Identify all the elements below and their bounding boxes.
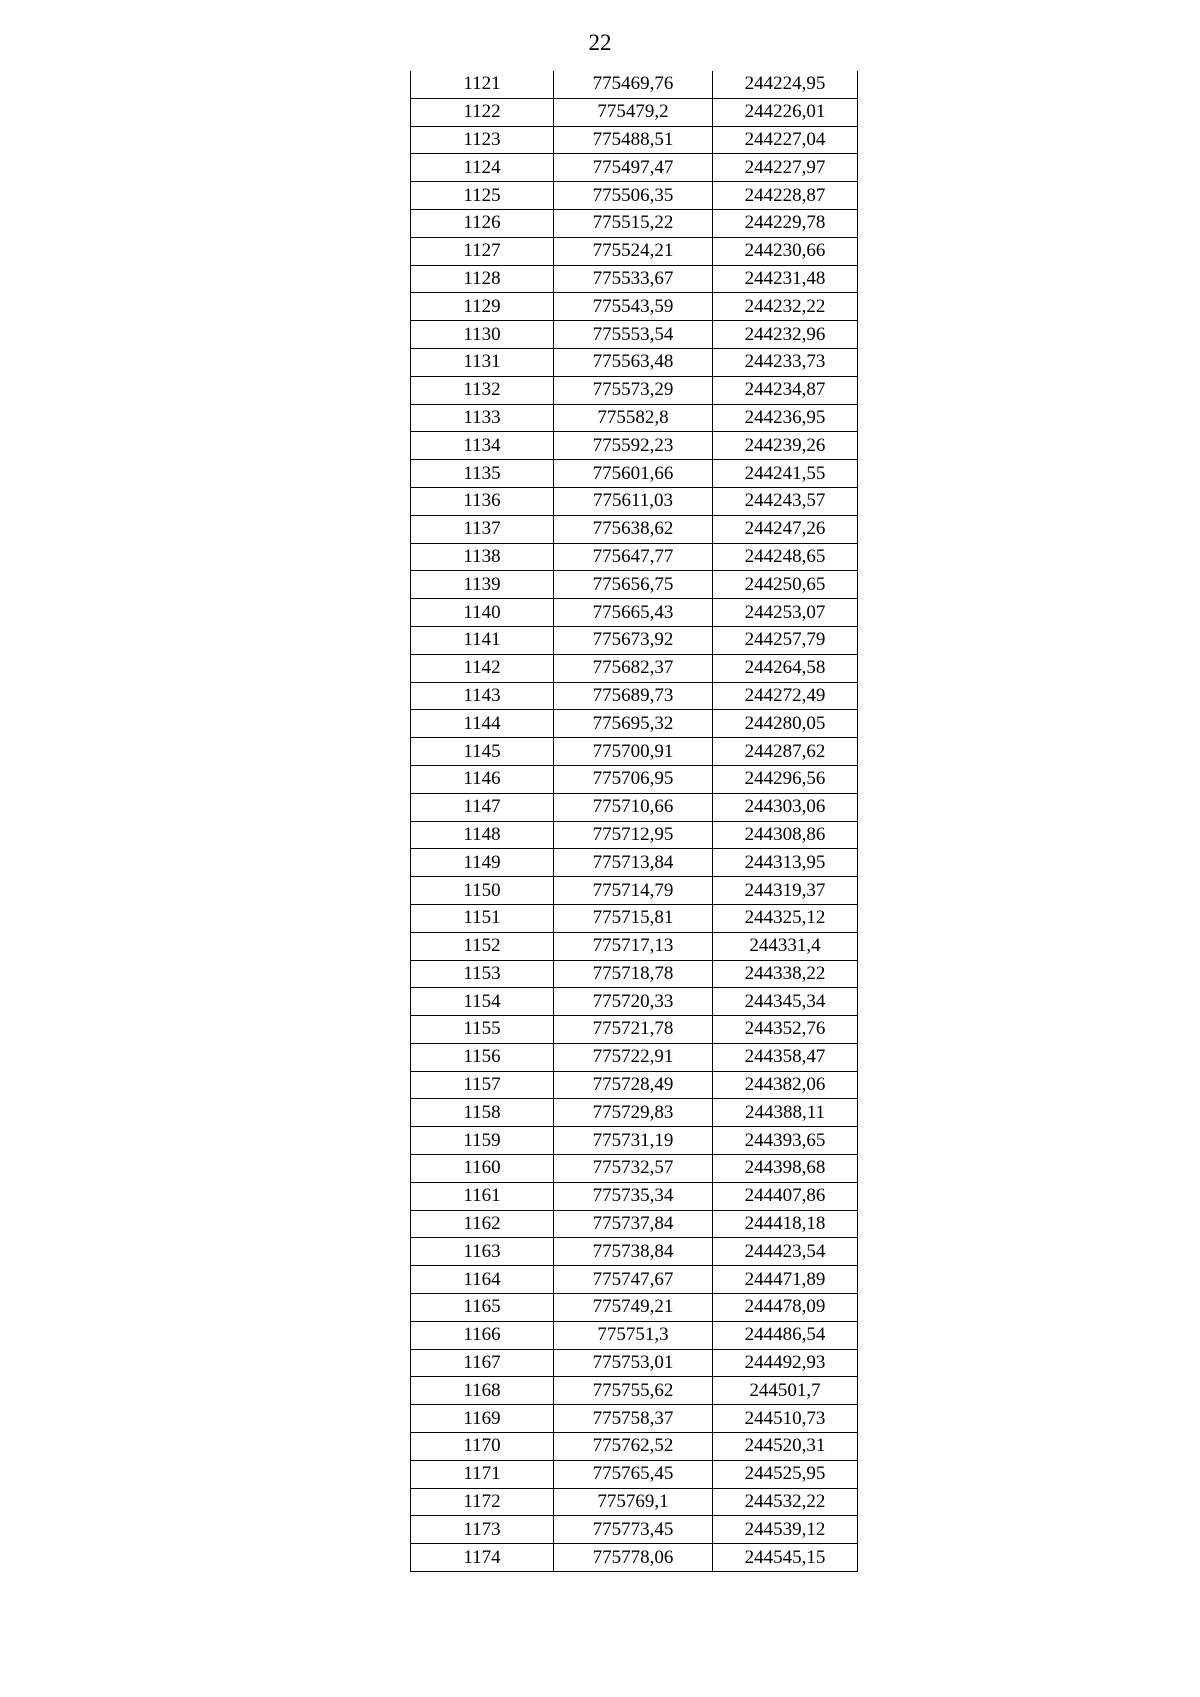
x-coordinate-cell: 775506,35 xyxy=(554,182,713,210)
y-coordinate-cell: 244407,86 xyxy=(713,1182,858,1210)
y-coordinate-cell: 244247,26 xyxy=(713,515,858,543)
point-number-cell: 1164 xyxy=(411,1266,554,1294)
x-coordinate-cell: 775682,37 xyxy=(554,654,713,682)
y-coordinate-cell: 244226,01 xyxy=(713,98,858,126)
y-coordinate-cell: 244257,79 xyxy=(713,626,858,654)
table-row xyxy=(411,1210,858,1238)
point-number-cell: 1146 xyxy=(411,765,554,793)
table-row xyxy=(411,126,858,154)
x-coordinate-cell: 775778,06 xyxy=(554,1544,713,1572)
x-coordinate-cell: 775762,52 xyxy=(554,1433,713,1461)
x-coordinate-cell: 775673,92 xyxy=(554,626,713,654)
point-number-cell: 1153 xyxy=(411,960,554,988)
point-number-cell: 1160 xyxy=(411,1155,554,1183)
x-coordinate-cell: 775638,62 xyxy=(554,515,713,543)
table-row xyxy=(411,209,858,237)
point-number-cell: 1137 xyxy=(411,515,554,543)
table-row xyxy=(411,1460,858,1488)
point-number-cell: 1158 xyxy=(411,1099,554,1127)
table-row xyxy=(411,877,858,905)
y-coordinate-cell: 244241,55 xyxy=(713,460,858,488)
x-coordinate-cell: 775738,84 xyxy=(554,1238,713,1266)
x-coordinate-cell: 775710,66 xyxy=(554,793,713,821)
y-coordinate-cell: 244248,65 xyxy=(713,543,858,571)
y-coordinate-cell: 244492,93 xyxy=(713,1349,858,1377)
x-coordinate-cell: 775497,47 xyxy=(554,154,713,182)
point-number-cell: 1138 xyxy=(411,543,554,571)
point-number-cell: 1152 xyxy=(411,932,554,960)
table-row xyxy=(411,98,858,126)
x-coordinate-cell: 775706,95 xyxy=(554,765,713,793)
point-number-cell: 1130 xyxy=(411,321,554,349)
table-row xyxy=(411,1099,858,1127)
y-coordinate-cell: 244250,65 xyxy=(713,571,858,599)
table-row xyxy=(411,904,858,932)
point-number-cell: 1157 xyxy=(411,1071,554,1099)
table-row xyxy=(411,321,858,349)
table-row xyxy=(411,1016,858,1044)
table-row xyxy=(411,1488,858,1516)
point-number-cell: 1148 xyxy=(411,821,554,849)
point-number-cell: 1129 xyxy=(411,293,554,321)
x-coordinate-cell: 775728,49 xyxy=(554,1071,713,1099)
y-coordinate-cell: 244423,54 xyxy=(713,1238,858,1266)
x-coordinate-cell: 775731,19 xyxy=(554,1127,713,1155)
table-row xyxy=(411,265,858,293)
point-number-cell: 1134 xyxy=(411,432,554,460)
point-number-cell: 1149 xyxy=(411,849,554,877)
x-coordinate-cell: 775715,81 xyxy=(554,904,713,932)
point-number-cell: 1127 xyxy=(411,237,554,265)
table-row xyxy=(411,1516,858,1544)
x-coordinate-cell: 775714,79 xyxy=(554,877,713,905)
point-number-cell: 1121 xyxy=(411,71,554,98)
y-coordinate-cell: 244243,57 xyxy=(713,487,858,515)
y-coordinate-cell: 244532,22 xyxy=(713,1488,858,1516)
point-number-cell: 1162 xyxy=(411,1210,554,1238)
y-coordinate-cell: 244253,07 xyxy=(713,599,858,627)
point-number-cell: 1172 xyxy=(411,1488,554,1516)
x-coordinate-cell: 775488,51 xyxy=(554,126,713,154)
x-coordinate-cell: 775747,67 xyxy=(554,1266,713,1294)
x-coordinate-cell: 775573,29 xyxy=(554,376,713,404)
y-coordinate-cell: 244418,18 xyxy=(713,1210,858,1238)
point-number-cell: 1171 xyxy=(411,1460,554,1488)
table-row xyxy=(411,1238,858,1266)
point-number-cell: 1124 xyxy=(411,154,554,182)
y-coordinate-cell: 244539,12 xyxy=(713,1516,858,1544)
x-coordinate-cell: 775524,21 xyxy=(554,237,713,265)
table-row xyxy=(411,293,858,321)
x-coordinate-cell: 775755,62 xyxy=(554,1377,713,1405)
y-coordinate-cell: 244233,73 xyxy=(713,348,858,376)
y-coordinate-cell: 244331,4 xyxy=(713,932,858,960)
point-number-cell: 1128 xyxy=(411,265,554,293)
table-row xyxy=(411,571,858,599)
x-coordinate-cell: 775601,66 xyxy=(554,460,713,488)
y-coordinate-cell: 244227,97 xyxy=(713,154,858,182)
table-row xyxy=(411,626,858,654)
table-row xyxy=(411,154,858,182)
y-coordinate-cell: 244308,86 xyxy=(713,821,858,849)
x-coordinate-cell: 775665,43 xyxy=(554,599,713,627)
y-coordinate-cell: 244313,95 xyxy=(713,849,858,877)
x-coordinate-cell: 775563,48 xyxy=(554,348,713,376)
point-number-cell: 1163 xyxy=(411,1238,554,1266)
page-number: 22 xyxy=(588,30,612,55)
y-coordinate-cell: 244525,95 xyxy=(713,1460,858,1488)
x-coordinate-cell: 775543,59 xyxy=(554,293,713,321)
x-coordinate-cell: 775656,75 xyxy=(554,571,713,599)
point-number-cell: 1156 xyxy=(411,1043,554,1071)
x-coordinate-cell: 775720,33 xyxy=(554,988,713,1016)
x-coordinate-cell: 775718,78 xyxy=(554,960,713,988)
table-row xyxy=(411,348,858,376)
point-number-cell: 1167 xyxy=(411,1349,554,1377)
y-coordinate-cell: 244303,06 xyxy=(713,793,858,821)
table-row xyxy=(411,682,858,710)
x-coordinate-cell: 775592,23 xyxy=(554,432,713,460)
point-number-cell: 1123 xyxy=(411,126,554,154)
table-row xyxy=(411,1544,858,1572)
table-row xyxy=(411,487,858,515)
y-coordinate-cell: 244272,49 xyxy=(713,682,858,710)
y-coordinate-cell: 244228,87 xyxy=(713,182,858,210)
y-coordinate-cell: 244501,7 xyxy=(713,1377,858,1405)
table-row xyxy=(411,793,858,821)
x-coordinate-cell: 775758,37 xyxy=(554,1405,713,1433)
y-coordinate-cell: 244234,87 xyxy=(713,376,858,404)
point-number-cell: 1136 xyxy=(411,487,554,515)
y-coordinate-cell: 244510,73 xyxy=(713,1405,858,1433)
x-coordinate-cell: 775721,78 xyxy=(554,1016,713,1044)
coordinates-table xyxy=(410,71,858,1572)
table-row xyxy=(411,1266,858,1294)
table-row xyxy=(411,765,858,793)
table-row xyxy=(411,376,858,404)
table-row xyxy=(411,1182,858,1210)
x-coordinate-cell: 775773,45 xyxy=(554,1516,713,1544)
y-coordinate-cell: 244352,76 xyxy=(713,1016,858,1044)
table-row xyxy=(411,1405,858,1433)
x-coordinate-cell: 775689,73 xyxy=(554,682,713,710)
point-number-cell: 1147 xyxy=(411,793,554,821)
point-number-cell: 1133 xyxy=(411,404,554,432)
y-coordinate-cell: 244239,26 xyxy=(713,432,858,460)
y-coordinate-cell: 244388,11 xyxy=(713,1099,858,1127)
point-number-cell: 1126 xyxy=(411,209,554,237)
table-row xyxy=(411,599,858,627)
y-coordinate-cell: 244232,96 xyxy=(713,321,858,349)
table-row xyxy=(411,515,858,543)
point-number-cell: 1142 xyxy=(411,654,554,682)
x-coordinate-cell: 775751,3 xyxy=(554,1321,713,1349)
table-row xyxy=(411,849,858,877)
table-row xyxy=(411,1071,858,1099)
point-number-cell: 1135 xyxy=(411,460,554,488)
y-coordinate-cell: 244345,34 xyxy=(713,988,858,1016)
y-coordinate-cell: 244280,05 xyxy=(713,710,858,738)
point-number-cell: 1155 xyxy=(411,1016,554,1044)
point-number-cell: 1125 xyxy=(411,182,554,210)
point-number-cell: 1166 xyxy=(411,1321,554,1349)
x-coordinate-cell: 775732,57 xyxy=(554,1155,713,1183)
y-coordinate-cell: 244398,68 xyxy=(713,1155,858,1183)
x-coordinate-cell: 775717,13 xyxy=(554,932,713,960)
point-number-cell: 1173 xyxy=(411,1516,554,1544)
x-coordinate-cell: 775553,54 xyxy=(554,321,713,349)
x-coordinate-cell: 775479,2 xyxy=(554,98,713,126)
x-coordinate-cell: 775753,01 xyxy=(554,1349,713,1377)
x-coordinate-cell: 775695,32 xyxy=(554,710,713,738)
coordinates-table-body xyxy=(411,71,858,1572)
x-coordinate-cell: 775729,83 xyxy=(554,1099,713,1127)
x-coordinate-cell: 775611,03 xyxy=(554,487,713,515)
table-row xyxy=(411,1294,858,1322)
point-number-cell: 1143 xyxy=(411,682,554,710)
table-row xyxy=(411,1433,858,1461)
point-number-cell: 1139 xyxy=(411,571,554,599)
table-row xyxy=(411,710,858,738)
table-row xyxy=(411,182,858,210)
table-row xyxy=(411,932,858,960)
point-number-cell: 1174 xyxy=(411,1544,554,1572)
y-coordinate-cell: 244287,62 xyxy=(713,738,858,766)
table-row xyxy=(411,460,858,488)
y-coordinate-cell: 244520,31 xyxy=(713,1433,858,1461)
x-coordinate-cell: 775647,77 xyxy=(554,543,713,571)
table-row xyxy=(411,71,858,98)
x-coordinate-cell: 775713,84 xyxy=(554,849,713,877)
y-coordinate-cell: 244486,54 xyxy=(713,1321,858,1349)
table-row xyxy=(411,988,858,1016)
point-number-cell: 1141 xyxy=(411,626,554,654)
x-coordinate-cell: 775712,95 xyxy=(554,821,713,849)
table-row xyxy=(411,432,858,460)
point-number-cell: 1168 xyxy=(411,1377,554,1405)
y-coordinate-cell: 244358,47 xyxy=(713,1043,858,1071)
y-coordinate-cell: 244264,58 xyxy=(713,654,858,682)
x-coordinate-cell: 775737,84 xyxy=(554,1210,713,1238)
point-number-cell: 1144 xyxy=(411,710,554,738)
x-coordinate-cell: 775749,21 xyxy=(554,1294,713,1322)
table-row xyxy=(411,1321,858,1349)
y-coordinate-cell: 244319,37 xyxy=(713,877,858,905)
y-coordinate-cell: 244471,89 xyxy=(713,1266,858,1294)
point-number-cell: 1161 xyxy=(411,1182,554,1210)
point-number-cell: 1159 xyxy=(411,1127,554,1155)
point-number-cell: 1122 xyxy=(411,98,554,126)
x-coordinate-cell: 775735,34 xyxy=(554,1182,713,1210)
point-number-cell: 1131 xyxy=(411,348,554,376)
y-coordinate-cell: 244224,95 xyxy=(713,71,858,98)
y-coordinate-cell: 244232,22 xyxy=(713,293,858,321)
point-number-cell: 1165 xyxy=(411,1294,554,1322)
table-row xyxy=(411,738,858,766)
table-row xyxy=(411,543,858,571)
table-row xyxy=(411,1377,858,1405)
x-coordinate-cell: 775769,1 xyxy=(554,1488,713,1516)
table-row xyxy=(411,654,858,682)
point-number-cell: 1169 xyxy=(411,1405,554,1433)
point-number-cell: 1140 xyxy=(411,599,554,627)
y-coordinate-cell: 244236,95 xyxy=(713,404,858,432)
x-coordinate-cell: 775515,22 xyxy=(554,209,713,237)
y-coordinate-cell: 244229,78 xyxy=(713,209,858,237)
y-coordinate-cell: 244545,15 xyxy=(713,1544,858,1572)
table-row xyxy=(411,237,858,265)
y-coordinate-cell: 244338,22 xyxy=(713,960,858,988)
table-row xyxy=(411,1127,858,1155)
y-coordinate-cell: 244227,04 xyxy=(713,126,858,154)
y-coordinate-cell: 244382,06 xyxy=(713,1071,858,1099)
table-row xyxy=(411,1349,858,1377)
table-row xyxy=(411,1043,858,1071)
point-number-cell: 1150 xyxy=(411,877,554,905)
x-coordinate-cell: 775533,67 xyxy=(554,265,713,293)
point-number-cell: 1170 xyxy=(411,1433,554,1461)
y-coordinate-cell: 244231,48 xyxy=(713,265,858,293)
point-number-cell: 1145 xyxy=(411,738,554,766)
y-coordinate-cell: 244393,65 xyxy=(713,1127,858,1155)
x-coordinate-cell: 775765,45 xyxy=(554,1460,713,1488)
point-number-cell: 1132 xyxy=(411,376,554,404)
table-row xyxy=(411,960,858,988)
y-coordinate-cell: 244478,09 xyxy=(713,1294,858,1322)
table-row xyxy=(411,404,858,432)
y-coordinate-cell: 244296,56 xyxy=(713,765,858,793)
point-number-cell: 1154 xyxy=(411,988,554,1016)
y-coordinate-cell: 244230,66 xyxy=(713,237,858,265)
x-coordinate-cell: 775582,8 xyxy=(554,404,713,432)
x-coordinate-cell: 775722,91 xyxy=(554,1043,713,1071)
table-row xyxy=(411,1155,858,1183)
x-coordinate-cell: 775700,91 xyxy=(554,738,713,766)
x-coordinate-cell: 775469,76 xyxy=(554,71,713,98)
y-coordinate-cell: 244325,12 xyxy=(713,904,858,932)
point-number-cell: 1151 xyxy=(411,904,554,932)
table-row xyxy=(411,821,858,849)
